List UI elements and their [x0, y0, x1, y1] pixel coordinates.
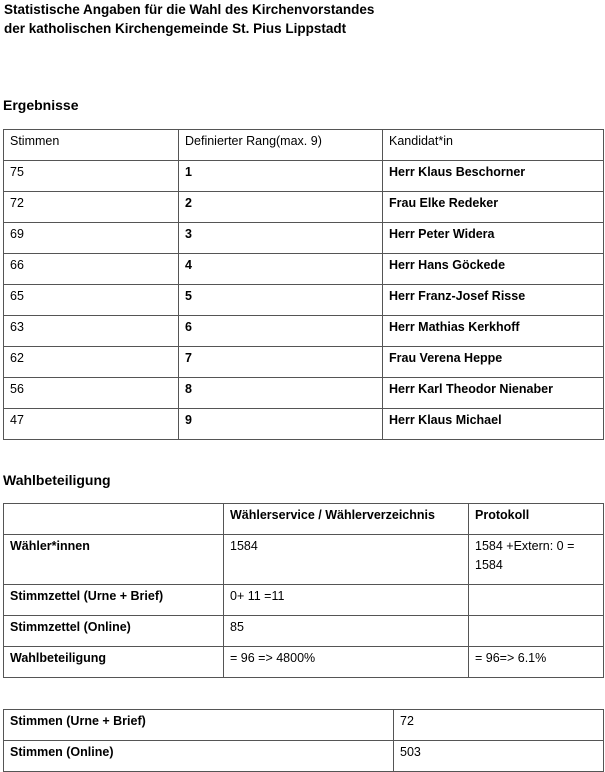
- votes-cell: 47: [4, 409, 179, 440]
- header-service: Wählerservice / Wählerverzeichnis: [224, 504, 469, 535]
- header-protokoll: Protokoll: [469, 504, 604, 535]
- row-label: Wahlbeteiligung: [4, 647, 224, 678]
- table-row: [4, 378, 604, 409]
- rank-cell: 8: [179, 378, 383, 409]
- document-title: [4, 0, 374, 38]
- table-row: [4, 647, 604, 678]
- votes-cell: 75: [4, 161, 179, 192]
- table-row: [4, 254, 604, 285]
- table-row: [4, 223, 604, 254]
- row-label: Stimmzettel (Urne + Brief): [4, 585, 224, 616]
- candidate-cell: Herr Klaus Beschorner: [383, 161, 604, 192]
- candidate-cell: Frau Elke Redeker: [383, 192, 604, 223]
- rank-cell: 5: [179, 285, 383, 316]
- candidate-cell: Herr Mathias Kerkhoff: [383, 316, 604, 347]
- turnout-table: [3, 503, 604, 678]
- table-row: [4, 161, 604, 192]
- title-line-2: der katholischen Kirchengemeinde St. Pius Lippstadt: [4, 21, 347, 36]
- rank-cell: 9: [179, 409, 383, 440]
- candidate-cell: Herr Peter Widera: [383, 223, 604, 254]
- header-votes: Stimmen: [4, 130, 179, 161]
- votes-cell: 66: [4, 254, 179, 285]
- ergebnisse-heading: Ergebnisse: [3, 97, 79, 113]
- votes-cell: 56: [4, 378, 179, 409]
- header-candidate: Kandidat*in: [383, 130, 604, 161]
- rank-cell: 2: [179, 192, 383, 223]
- table-row: [4, 192, 604, 223]
- service-cell: 1584: [224, 535, 469, 585]
- table-row: [4, 616, 604, 647]
- candidate-cell: Herr Hans Göckede: [383, 254, 604, 285]
- table-row: [4, 535, 604, 585]
- header-empty: [4, 504, 224, 535]
- wahlbeteiligung-heading: Wahlbeteiligung: [3, 472, 111, 488]
- rank-cell: 1: [179, 161, 383, 192]
- votes-cell: 69: [4, 223, 179, 254]
- service-cell: 85: [224, 616, 469, 647]
- table-row: [4, 347, 604, 378]
- candidate-cell: Herr Klaus Michael: [383, 409, 604, 440]
- candidate-cell: Frau Verena Heppe: [383, 347, 604, 378]
- table-header-row: [4, 130, 604, 161]
- header-rank: Definierter Rang(max. 9): [179, 130, 383, 161]
- row-label: Stimmzettel (Online): [4, 616, 224, 647]
- protokoll-cell: 1584 +Extern: 0 = 1584: [469, 535, 604, 585]
- votes-summary-table: [3, 709, 604, 772]
- results-table: [3, 129, 604, 440]
- votes-cell: 63: [4, 316, 179, 347]
- table-row: [4, 585, 604, 616]
- candidate-cell: Herr Karl Theodor Nienaber: [383, 378, 604, 409]
- value-cell: 503: [394, 741, 604, 772]
- title-line-1: Statistische Angaben für die Wahl des Kirchenvorstandes: [4, 2, 375, 17]
- table-row: [4, 285, 604, 316]
- table-row: [4, 316, 604, 347]
- votes-cell: 65: [4, 285, 179, 316]
- service-cell: = 96 => 4800%: [224, 647, 469, 678]
- votes-cell: 72: [4, 192, 179, 223]
- protokoll-cell: [469, 585, 604, 616]
- service-cell: 0+ 11 =11: [224, 585, 469, 616]
- table-row: [4, 741, 604, 772]
- table-row: [4, 409, 604, 440]
- table-header-row: [4, 504, 604, 535]
- row-label: Wähler*innen: [4, 535, 224, 585]
- candidate-cell: Herr Franz-Josef Risse: [383, 285, 604, 316]
- rank-cell: 7: [179, 347, 383, 378]
- protokoll-cell: = 96=> 6.1%: [469, 647, 604, 678]
- votes-cell: 62: [4, 347, 179, 378]
- table-row: [4, 710, 604, 741]
- protokoll-cell: [469, 616, 604, 647]
- rank-cell: 4: [179, 254, 383, 285]
- row-label: Stimmen (Urne + Brief): [4, 710, 394, 741]
- value-cell: 72: [394, 710, 604, 741]
- row-label: Stimmen (Online): [4, 741, 394, 772]
- rank-cell: 6: [179, 316, 383, 347]
- rank-cell: 3: [179, 223, 383, 254]
